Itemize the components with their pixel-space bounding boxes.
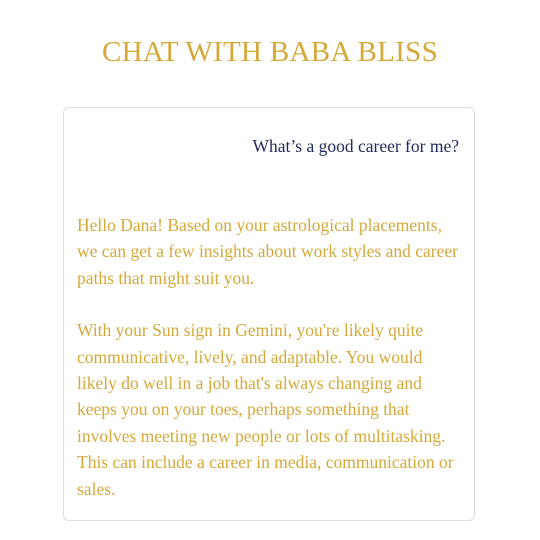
assistant-message-paragraph: With your Sun sign in Gemini, you're likely quite communicative, lively, and adaptable. You would likely do well in a job that's always changing and keeps you on your toes, perhaps something that involves meeting new people or lots of multitasking. This can include a career in media, communication or sales. <box>77 320 454 499</box>
assistant-message <box>77 212 463 502</box>
user-message: What’s a good career for me? <box>252 136 459 156</box>
chat-panel[interactable] <box>63 107 475 521</box>
page-title: CHAT WITH BABA BLISS <box>101 36 439 68</box>
assistant-message-paragraph: Hello Dana! Based on your astrological placements, we can get a few insights about work styles and career paths that might suit you. <box>77 215 458 288</box>
